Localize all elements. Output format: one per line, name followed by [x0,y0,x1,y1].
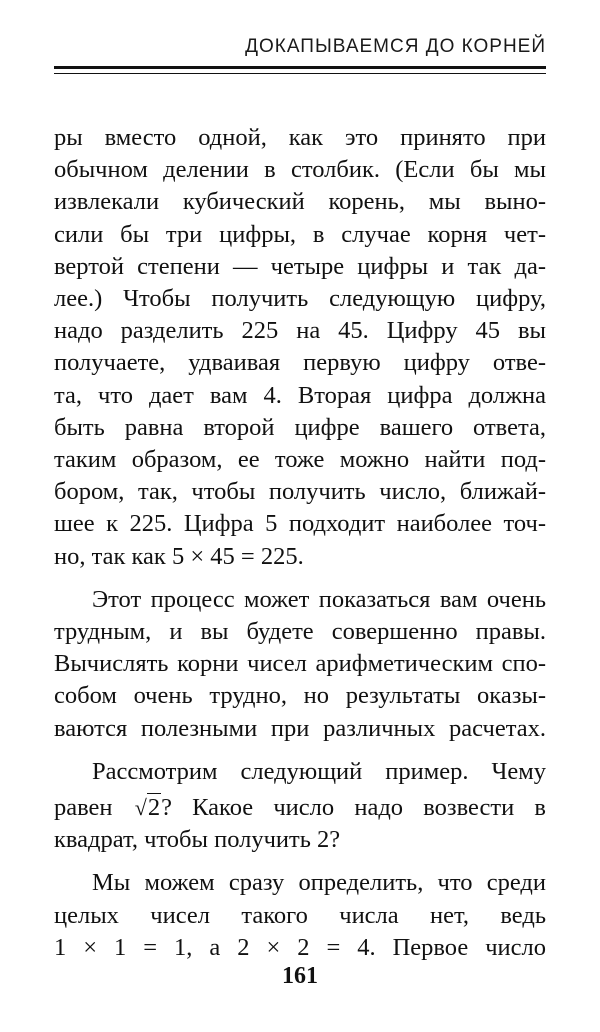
text-line: трудным, и вы будете совершенно правы. [54,618,546,646]
text-line: Мы можем сразу определить, что среди [92,869,546,897]
paragraph-3 [54,756,546,857]
page-number: 161 [282,963,318,989]
text-line: Рассмотрим следующий пример. Чему [92,757,546,785]
paragraph-gap [54,745,546,756]
text-line: та, что дает вам 4. Вторая цифра должна [54,381,546,409]
text-line: сили бы три цифры, в случае корня чет- [54,220,546,248]
header-rule-thin [54,73,546,74]
text-line: таким образом, ее тоже можно найти под- [54,446,546,474]
text-line: обычном делении в столбик. (Если бы мы [54,156,546,184]
running-head: ДОКАПЫВАЕМСЯ ДО КОРНЕЙ [245,36,546,57]
text-line: получаете, удваивая первую цифру отве- [54,349,546,377]
text-line: целых чисел такого числа нет, ведь [54,901,546,929]
body-text [54,122,546,964]
text-line: надо разделить 225 на 45. Цифру 45 вы [54,317,546,345]
text-line-with-sqrt [54,788,546,824]
paragraph-gap [54,573,546,584]
text-line: ваются полезными при различных расчетах. [54,714,546,742]
text-line: бором, так, чтобы получить число, ближай- [54,478,546,506]
text-line: собом очень трудно, но результаты оказы- [54,682,546,710]
text-line: ры вместо одной, как это принято при [54,124,546,151]
text-line: лее.) Чтобы получить следующую цифру, [54,285,546,313]
radical-sign: √ [134,795,147,821]
text-line: квадрат, чтобы получить 2? [54,826,341,854]
text-line: Этот процесс может показаться вам очень [92,585,546,613]
paragraph-gap [54,856,546,867]
paragraph-2 [54,584,546,745]
paragraph-1 [54,122,546,573]
square-root-expression [133,792,161,824]
text-line: Вычислять корни чисел арифметическим спо- [54,650,546,678]
text-line: но, так как 5 × 45 = 225. [54,542,304,570]
text-line: 1 × 1 = 1, а 2 × 2 = 4. Первое число [54,933,546,961]
text-line: шее к 225. Цифра 5 подходит наиболее точ- [54,510,546,538]
text-fragment: ? Какое число надо возвести в [161,794,546,822]
text-line: вертой степени — четыре цифры и так да- [54,252,546,280]
header-rule-thick [54,66,546,69]
text-line: быть равна второй цифре вашего ответа, [54,413,546,441]
text-fragment: равен [54,794,133,822]
text-line: извлекали кубический корень, мы выно- [54,188,546,216]
paragraph-4 [54,867,546,964]
radicand: 2 [147,794,161,822]
